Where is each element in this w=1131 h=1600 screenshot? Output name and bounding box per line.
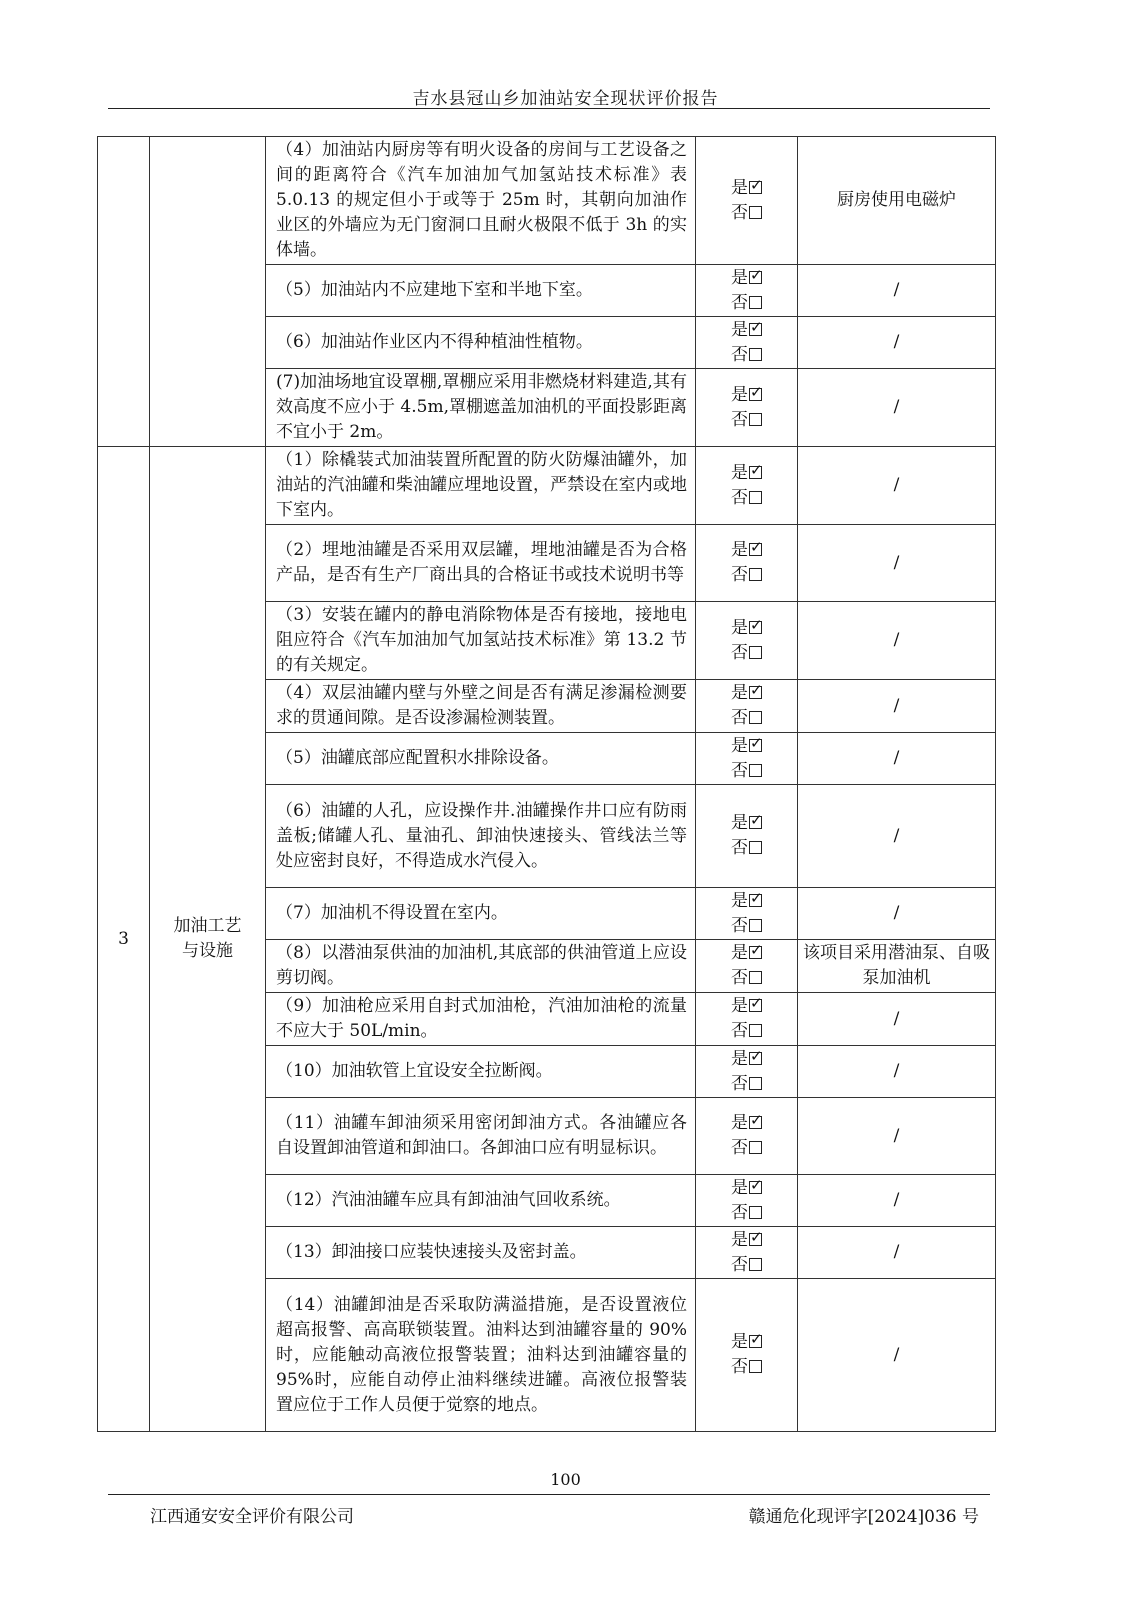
option-yes: 是 ✓ bbox=[731, 888, 763, 911]
option-no: 否 bbox=[696, 706, 797, 731]
empty-box-icon bbox=[749, 491, 762, 504]
result-cell bbox=[696, 369, 798, 447]
checked-box-icon: ✓ bbox=[750, 681, 763, 699]
checked-box-icon: ✓ bbox=[750, 615, 763, 634]
result-cell bbox=[696, 785, 798, 888]
note-cell: / bbox=[798, 1279, 996, 1432]
note-cell: / bbox=[798, 447, 996, 525]
empty-box-icon bbox=[749, 568, 762, 581]
result-cell bbox=[696, 525, 798, 602]
empty-box-icon bbox=[749, 1024, 762, 1037]
checked-box-icon: ✓ bbox=[750, 175, 763, 194]
note-cell: / bbox=[798, 1098, 996, 1175]
option-yes: 是 ✓ bbox=[731, 317, 763, 340]
checked-box-icon: ✓ bbox=[750, 265, 763, 284]
result-cell bbox=[696, 733, 798, 785]
checked-box-icon: ✓ bbox=[750, 460, 763, 479]
option-yes: 是 ✓ bbox=[731, 733, 763, 756]
checked-box-icon: ✓ bbox=[750, 888, 763, 907]
option-yes: 是 ✓ bbox=[731, 382, 763, 405]
result-cell bbox=[696, 940, 798, 993]
option-no: 否 bbox=[696, 1019, 797, 1044]
requirement-text: （11）油罐车卸油须采用密闭卸油方式。各油罐应各自设置卸油管道和卸油口。各卸油口应有明显标识。 bbox=[266, 1098, 696, 1175]
section-name: 加油工艺与设施 bbox=[150, 447, 266, 1432]
requirement-text: （6）油罐的人孔，应设操作井.油罐操作井口应有防雨盖板;储罐人孔、量油孔、卸油快速接头、管线法兰等处应密封良好，不得造成水汽侵入。 bbox=[266, 785, 696, 888]
note-cell: / bbox=[798, 785, 996, 888]
option-yes: 是 ✓ bbox=[731, 615, 763, 638]
empty-box-icon bbox=[749, 919, 762, 932]
note-cell: / bbox=[798, 993, 996, 1046]
empty-box-icon bbox=[749, 348, 762, 361]
option-yes: 是 ✓ bbox=[731, 265, 763, 288]
checklist-body bbox=[98, 137, 996, 1432]
requirement-text: （13）卸油接口应装快速接头及密封盖。 bbox=[266, 1227, 696, 1279]
option-no: 否 bbox=[696, 563, 797, 588]
option-yes: 是 ✓ bbox=[731, 811, 763, 833]
option-no: 否 bbox=[696, 966, 797, 991]
option-yes: 是 ✓ bbox=[731, 681, 763, 703]
empty-box-icon bbox=[749, 296, 762, 309]
requirement-text: （1）除橇装式加油装置所配置的防火防爆油罐外，加油站的汽油罐和柴油罐应埋地设置，严禁设在室内或地下室内。 bbox=[266, 447, 696, 525]
option-no: 否 bbox=[696, 1253, 797, 1278]
note-cell: / bbox=[798, 602, 996, 680]
result-cell bbox=[696, 317, 798, 369]
checked-box-icon: ✓ bbox=[750, 811, 763, 829]
note-cell: / bbox=[798, 1175, 996, 1227]
table-row bbox=[98, 447, 996, 525]
checked-box-icon: ✓ bbox=[750, 1046, 763, 1065]
checked-box-icon: ✓ bbox=[750, 382, 763, 401]
requirement-text: （9）加油枪应采用自封式加油枪，汽油加油枪的流量不应大于 50L/min。 bbox=[266, 993, 696, 1046]
checked-box-icon: ✓ bbox=[750, 1227, 763, 1246]
section-name-cell bbox=[150, 137, 266, 447]
note-cell: / bbox=[798, 265, 996, 317]
requirement-text: (7)加油场地宜设罩棚,罩棚应采用非燃烧材料建造,其有效高度不应小于 4.5m,罩棚遮盖加油机的平面投影距离不宜小于 2m。 bbox=[266, 369, 696, 447]
note-cell: / bbox=[798, 733, 996, 785]
note-cell: / bbox=[798, 317, 996, 369]
page-number: 100 bbox=[550, 1470, 581, 1489]
option-yes: 是 ✓ bbox=[731, 1227, 763, 1250]
requirement-text: （2）埋地油罐是否采用双层罐，埋地油罐是否为合格产品，是否有生产厂商出具的合格证书或技术说明书等 bbox=[266, 525, 696, 602]
option-yes: 是 ✓ bbox=[731, 941, 763, 963]
option-yes: 是 ✓ bbox=[731, 1046, 763, 1069]
note-cell: / bbox=[798, 1227, 996, 1279]
footer-doc-number: 赣通危化现评字[2024]036 号 bbox=[748, 1507, 979, 1527]
option-no: 否 bbox=[696, 201, 797, 226]
requirement-text: （5）加油站内不应建地下室和半地下室。 bbox=[266, 265, 696, 317]
result-cell bbox=[696, 888, 798, 940]
option-no: 否 bbox=[696, 408, 797, 433]
result-cell bbox=[696, 602, 798, 680]
option-no: 否 bbox=[696, 1355, 797, 1380]
empty-box-icon bbox=[749, 413, 762, 426]
result-cell bbox=[696, 137, 798, 265]
note-cell: / bbox=[798, 369, 996, 447]
option-no: 否 bbox=[696, 486, 797, 511]
option-no: 否 bbox=[696, 759, 797, 784]
note-cell: / bbox=[798, 888, 996, 940]
empty-box-icon bbox=[749, 764, 762, 777]
empty-box-icon bbox=[749, 206, 762, 219]
checked-box-icon: ✓ bbox=[750, 1111, 763, 1129]
empty-box-icon bbox=[749, 1077, 762, 1090]
empty-box-icon bbox=[749, 1360, 762, 1373]
table-row bbox=[98, 137, 996, 265]
requirement-text: （4）双层油罐内壁与外壁之间是否有满足渗漏检测要求的贯通间隙。是否设渗漏检测装置。 bbox=[266, 680, 696, 733]
checked-box-icon: ✓ bbox=[750, 941, 763, 959]
empty-box-icon bbox=[749, 841, 762, 854]
requirement-text: （6）加油站作业区内不得种植油性植物。 bbox=[266, 317, 696, 369]
checked-box-icon: ✓ bbox=[750, 1175, 763, 1194]
option-no: 否 bbox=[696, 836, 797, 861]
note-cell: / bbox=[798, 525, 996, 602]
requirement-text: （10）加油软管上宜设安全拉断阀。 bbox=[266, 1046, 696, 1098]
note-cell: / bbox=[798, 680, 996, 733]
option-no: 否 bbox=[696, 291, 797, 316]
footer-divider bbox=[108, 1494, 990, 1495]
empty-box-icon bbox=[749, 1258, 762, 1271]
footer-company: 江西通安安全评价有限公司 bbox=[150, 1507, 354, 1527]
option-no: 否 bbox=[696, 1136, 797, 1161]
checked-box-icon: ✓ bbox=[750, 317, 763, 336]
page-header-title: 吉水县冠山乡加油站安全现状评价报告 bbox=[412, 89, 719, 109]
option-yes: 是 ✓ bbox=[731, 1111, 763, 1133]
option-no: 否 bbox=[696, 1201, 797, 1226]
requirement-text: （14）油罐卸油是否采取防满溢措施，是否设置液位超高报警、高高联锁装置。油料达到油罐容量的 90%时，应能触动高液位报警装置；油料达到油罐容量的 95%时，应能自动停止油料继续进罐。高液位报警装置应位于工作人员便于觉察的地点。 bbox=[266, 1279, 696, 1432]
section-number: 3 bbox=[98, 447, 150, 1432]
option-yes: 是 ✓ bbox=[731, 460, 763, 483]
empty-box-icon bbox=[749, 1206, 762, 1219]
requirement-text: （5）油罐底部应配置积水排除设备。 bbox=[266, 733, 696, 785]
result-cell bbox=[696, 1175, 798, 1227]
note-cell: 该项目采用潜油泵、自吸泵加油机 bbox=[798, 940, 996, 993]
section-number-cell bbox=[98, 137, 150, 447]
option-no: 否 bbox=[696, 914, 797, 939]
result-cell bbox=[696, 1046, 798, 1098]
result-cell bbox=[696, 680, 798, 733]
header-divider bbox=[108, 108, 990, 109]
option-no: 否 bbox=[696, 1072, 797, 1097]
note-cell: 厨房使用电磁炉 bbox=[798, 137, 996, 265]
option-yes: 是 ✓ bbox=[731, 994, 763, 1016]
requirement-text: （12）汽油油罐车应具有卸油油气回收系统。 bbox=[266, 1175, 696, 1227]
option-yes: 是 ✓ bbox=[731, 538, 763, 560]
requirement-text: （8）以潜油泵供油的加油机,其底部的供油管道上应设剪切阀。 bbox=[266, 940, 696, 993]
option-no: 否 bbox=[696, 343, 797, 368]
result-cell bbox=[696, 1227, 798, 1279]
empty-box-icon bbox=[749, 1141, 762, 1154]
empty-box-icon bbox=[749, 711, 762, 724]
result-cell bbox=[696, 447, 798, 525]
checked-box-icon: ✓ bbox=[750, 1330, 763, 1348]
option-yes: 是 ✓ bbox=[731, 175, 763, 198]
empty-box-icon bbox=[749, 971, 762, 984]
requirement-text: （7）加油机不得设置在室内。 bbox=[266, 888, 696, 940]
checked-box-icon: ✓ bbox=[750, 538, 763, 556]
checked-box-icon: ✓ bbox=[750, 733, 763, 752]
requirement-text: （3）安装在罐内的静电消除物体是否有接地，接地电阻应符合《汽车加油加气加氢站技术标准》第 13.2 节的有关规定。 bbox=[266, 602, 696, 680]
empty-box-icon bbox=[749, 646, 762, 659]
result-cell bbox=[696, 265, 798, 317]
option-no: 否 bbox=[696, 641, 797, 666]
option-yes: 是 ✓ bbox=[731, 1330, 763, 1352]
checked-box-icon: ✓ bbox=[750, 994, 763, 1012]
result-cell bbox=[696, 1098, 798, 1175]
result-cell bbox=[696, 993, 798, 1046]
note-cell: / bbox=[798, 1046, 996, 1098]
checklist-table bbox=[97, 136, 996, 1432]
option-yes: 是 ✓ bbox=[731, 1175, 763, 1198]
requirement-text: （4）加油站内厨房等有明火设备的房间与工艺设备之间的距离符合《汽车加油加气加氢站技术标准》表 5.0.13 的规定但小于或等于 25m 时，其朝向加油作业区的外墙应为无门窗洞口且耐火极限不低于 3h 的实体墙。 bbox=[266, 137, 696, 265]
result-cell bbox=[696, 1279, 798, 1432]
